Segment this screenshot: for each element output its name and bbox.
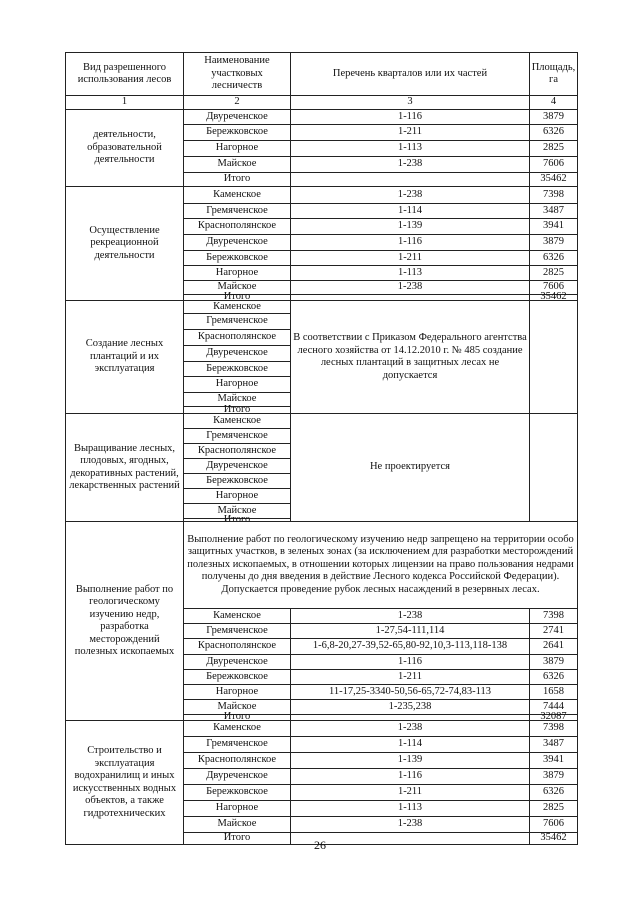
- section-note: В соответствии с Приказом Федерального агентства лесного хозяйства от 14.12.2010 г. № 485 создание лесных плантаций в защитных лесах не допускается: [290, 300, 529, 413]
- use-type-cell: Строительство и эксплуатация водохранилищ и иных искусственных водных объектов, а также гидротехнических: [65, 720, 183, 845]
- area-cell: 7606: [529, 280, 578, 294]
- forestry-name: Майское: [183, 392, 290, 406]
- use-type-cell: Выполнение работ по геологическому изучению недр, разработка месторождений полезных ископаемых: [65, 521, 183, 720]
- use-type-cell: Выращивание лесных, плодовых, ягодных, декоративных растений, лекарственных растений: [65, 413, 183, 521]
- area-cell: 35462: [529, 172, 578, 186]
- quarters-cell: 1-114: [290, 736, 529, 752]
- forestry-name: Двуреченское: [183, 234, 290, 250]
- forestry-name: Каменское: [183, 720, 290, 736]
- area-cell: 1658: [529, 684, 578, 699]
- forestry-name: Итого: [183, 172, 290, 186]
- use-type-cell: Создание лесных плантаций и их эксплуатация: [65, 300, 183, 413]
- forestry-name: Гремяченское: [183, 313, 290, 329]
- area-cell: 7606: [529, 156, 578, 172]
- forestry-name: Двуреченское: [183, 768, 290, 784]
- forestry-name: Гремяченское: [183, 428, 290, 443]
- quarters-cell: 1-139: [290, 752, 529, 768]
- quarters-cell: 1-113: [290, 140, 529, 156]
- forestry-name: Нагорное: [183, 684, 290, 699]
- forestry-name: Итого: [183, 714, 290, 720]
- area-cell: 3941: [529, 218, 578, 234]
- area-cell: 2825: [529, 265, 578, 280]
- geology-note: Выполнение работ по геологическому изучению недр запрещено на территории особо защитных участков, в зеленых зонах (за исключением для разработки месторождений полезных ископаемых, в отношении которых лицензии на право пользования недрами получены до дня введения в действие Лесного кодекса Российской Федерации). Допускается проведение рубок лесных насаждений в резервных лесах.: [183, 521, 578, 608]
- quarters-cell: 1-238: [290, 720, 529, 736]
- area-cell: 3879: [529, 654, 578, 669]
- quarters-cell: 1-116: [290, 109, 529, 124]
- quarters-cell: 1-238: [290, 608, 529, 623]
- header-use-type: Вид разрешенного использования лесов: [65, 52, 183, 95]
- forestry-name: Гремяченское: [183, 203, 290, 218]
- section-note: Не проектируется: [290, 413, 529, 521]
- quarters-cell: 1-6,8-20,27-39,52-65,80-92,10,3-113,118-138: [290, 638, 529, 654]
- forestry-name: Краснополянское: [183, 443, 290, 458]
- area-cell: 6326: [529, 124, 578, 140]
- quarters-cell: 1-139: [290, 218, 529, 234]
- forestry-name: Гремяченское: [183, 623, 290, 638]
- quarters-cell: 1-27,54-111,114: [290, 623, 529, 638]
- quarters-cell: 1-211: [290, 784, 529, 800]
- forestry-name: Майское: [183, 503, 290, 518]
- area-cell: 3879: [529, 109, 578, 124]
- area-cell: 2741: [529, 623, 578, 638]
- header-num-3: 3: [290, 95, 529, 109]
- quarters-cell: 11-17,25-3340-50,56-65,72-74,83-113: [290, 684, 529, 699]
- header-num-1: 1: [65, 95, 183, 109]
- area-cell: 7444: [529, 699, 578, 714]
- quarters-cell: 1-238: [290, 186, 529, 203]
- forestry-name: Майское: [183, 699, 290, 714]
- forestry-name: Двуреченское: [183, 345, 290, 361]
- area-cell: 32087: [529, 714, 578, 720]
- forestry-name: Двуреченское: [183, 109, 290, 124]
- area-cell: 3487: [529, 736, 578, 752]
- forestry-name: Краснополянское: [183, 638, 290, 654]
- quarters-cell: 1-238: [290, 816, 529, 832]
- area-cell: 7398: [529, 608, 578, 623]
- use-type-cell: деятельности, образовательной деятельности: [65, 109, 183, 186]
- quarters-cell: 1-211: [290, 250, 529, 265]
- forestry-name: Майское: [183, 816, 290, 832]
- area-cell: 35462: [529, 294, 578, 300]
- quarters-cell: 1-235,238: [290, 699, 529, 714]
- forestry-name: Каменское: [183, 300, 290, 313]
- forestry-name: Майское: [183, 280, 290, 294]
- header-quarters: Перечень кварталов или их частей: [290, 52, 529, 95]
- header-num-2: 2: [183, 95, 290, 109]
- forestry-name: Каменское: [183, 413, 290, 428]
- header-forestry: Наименование участковых лесничеств: [183, 52, 290, 95]
- quarters-cell: 1-113: [290, 265, 529, 280]
- forestry-name: Краснополянское: [183, 218, 290, 234]
- header-area: Площадь, га: [529, 52, 578, 95]
- quarters-cell: 1-114: [290, 203, 529, 218]
- quarters-cell: 1-238: [290, 280, 529, 294]
- header-num-4: 4: [529, 95, 578, 109]
- quarters-cell: 1-116: [290, 768, 529, 784]
- area-cell: 2825: [529, 800, 578, 816]
- forestry-name: Гремяченское: [183, 736, 290, 752]
- area-cell-empty: [529, 300, 578, 413]
- area-cell: 6326: [529, 784, 578, 800]
- forestry-name: Краснополянское: [183, 752, 290, 768]
- forestry-name: Бережковское: [183, 124, 290, 140]
- area-cell: 3941: [529, 752, 578, 768]
- forestry-name: Нагорное: [183, 488, 290, 503]
- quarters-cell: 1-238: [290, 156, 529, 172]
- area-cell: 7398: [529, 186, 578, 203]
- forestry-name: Нагорное: [183, 265, 290, 280]
- forestry-name: Двуреченское: [183, 458, 290, 473]
- forestry-name: Итого: [183, 518, 290, 521]
- quarters-cell: 1-113: [290, 800, 529, 816]
- forestry-name: Майское: [183, 156, 290, 172]
- area-cell: 7398: [529, 720, 578, 736]
- forestry-name: Бережковское: [183, 473, 290, 488]
- forestry-name: Нагорное: [183, 140, 290, 156]
- forestry-name: Итого: [183, 294, 290, 300]
- area-cell: 7606: [529, 816, 578, 832]
- area-cell: 35462: [529, 832, 578, 845]
- area-cell: 6326: [529, 250, 578, 265]
- quarters-cell: 1-116: [290, 654, 529, 669]
- forestry-name: Краснополянское: [183, 329, 290, 345]
- forestry-name: Каменское: [183, 186, 290, 203]
- area-cell: 3879: [529, 768, 578, 784]
- forestry-name: Итого: [183, 832, 290, 845]
- forestry-name: Нагорное: [183, 800, 290, 816]
- forestry-name: Нагорное: [183, 376, 290, 392]
- forestry-name: Бережковское: [183, 784, 290, 800]
- quarters-cell: [290, 172, 529, 186]
- forestry-name: Двуреченское: [183, 654, 290, 669]
- area-cell: 3879: [529, 234, 578, 250]
- quarters-cell: 1-211: [290, 669, 529, 684]
- forestry-name: Бережковское: [183, 361, 290, 376]
- page-number: 26: [314, 838, 326, 852]
- area-cell: 6326: [529, 669, 578, 684]
- area-cell: 2825: [529, 140, 578, 156]
- quarters-cell: 1-116: [290, 234, 529, 250]
- area-cell: 3487: [529, 203, 578, 218]
- forestry-name: Итого: [183, 406, 290, 413]
- area-cell: 2641: [529, 638, 578, 654]
- forestry-name: Бережковское: [183, 250, 290, 265]
- area-cell-empty: [529, 413, 578, 521]
- forestry-name: Каменское: [183, 608, 290, 623]
- forestry-name: Бережковское: [183, 669, 290, 684]
- quarters-cell: 1-211: [290, 124, 529, 140]
- use-type-cell: Осуществление рекреационной деятельности: [65, 186, 183, 300]
